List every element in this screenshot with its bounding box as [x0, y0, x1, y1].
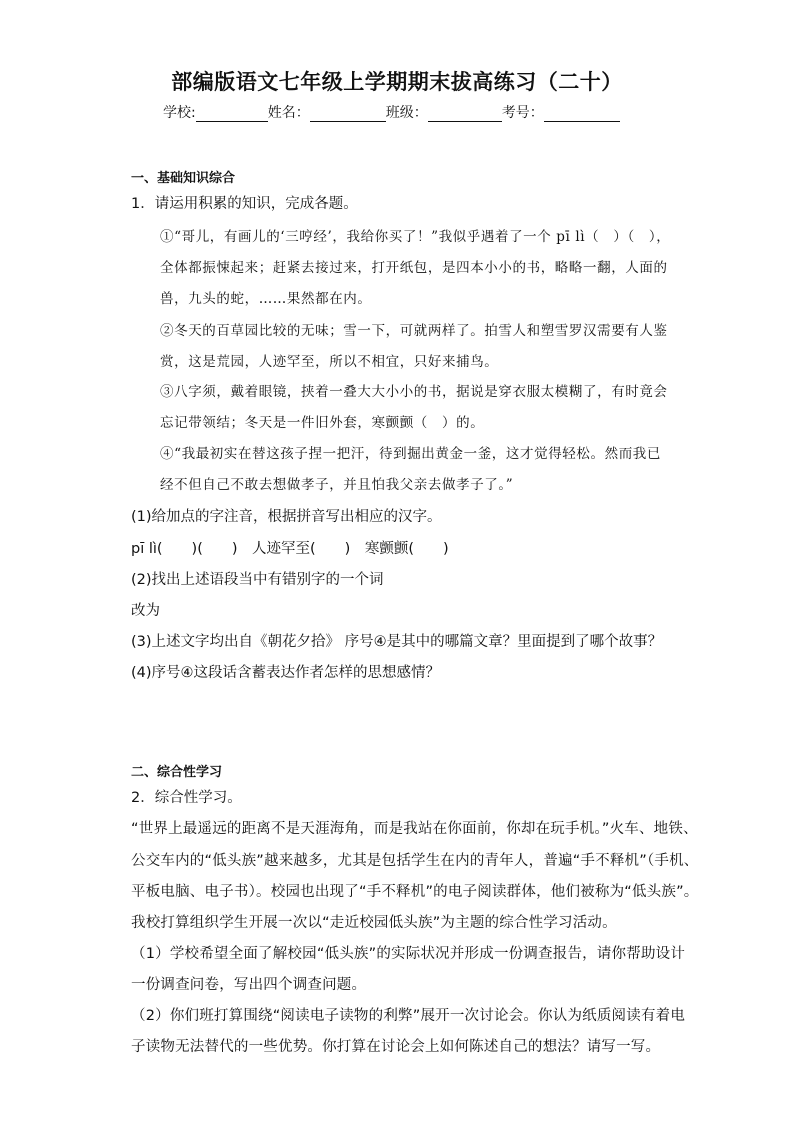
- passage-line: ①“哥儿，有画儿的‘三哼经’，我给你买了！”我似乎遇着了一个 pī lì（ ）（ ），: [160, 229, 671, 245]
- sub-question-3: (3)上述文字均出自《朝花夕拾》 序号④是其中的哪篇文章？里面提到了哪个故事？: [131, 634, 663, 650]
- passage-line: ④“我最初实在替这孩子捏一把汗，待到掘出黄金一釜，这才觉得轻松。然而我已: [160, 446, 662, 462]
- material-line: 平板电脑、电子书）。校园也出现了“手不释机”的电子阅读群体，他们被称为“低头族”。: [131, 884, 699, 900]
- class-label: 班级：: [385, 105, 428, 121]
- sub-question-2: (2)找出上述语段当中有错别字的一个词: [131, 572, 384, 588]
- name-blank[interactable]: [310, 105, 386, 122]
- sub-question-2-1-cont: 一份调查问卷，写出四个调查问题。: [131, 977, 367, 993]
- class-blank[interactable]: [428, 105, 502, 122]
- passage-line: 全体都振悚起来；赶紧去接过来，打开纸包，是四本小小的书，略略一翻，人面的: [160, 260, 668, 276]
- sub-question-2-2: （2）你们班打算围绕“阅读电子读物的利弊”展开一次讨论会。你认为纸质阅读有着电: [131, 1008, 686, 1024]
- sub-question-1: (1)给加点的字注音，根据拼音写出相应的汉字。: [131, 509, 442, 525]
- material-line: “世界上最遥远的距离不是天涯海角，而是我站在你面前，你却在玩手机。”火车、地铁、: [131, 821, 698, 837]
- name-label: 姓名：: [267, 105, 310, 121]
- sub-question-2-2-cont: 子读物无法替代的一些优势。你打算在讨论会上如何陈述自己的想法？请写一写。: [131, 1039, 661, 1055]
- school-blank[interactable]: [196, 105, 268, 122]
- passage-line: 兽，九头的蛇，……果然都在内。: [160, 291, 372, 307]
- section-heading-comprehensive-learning: 二、综合性学习: [131, 765, 223, 780]
- passage-line: ②冬天的百草园比较的无味；雪一下，可就两样了。拍雪人和塑雪罗汉需要有人鉴: [160, 323, 668, 339]
- exam-number-blank[interactable]: [544, 105, 620, 122]
- sub-question-4: (4)序号④这段话含蓄表达作者怎样的思想感情？: [131, 665, 441, 681]
- question-2-stem: 2．综合性学习。: [131, 790, 242, 806]
- material-line: 公交车内的“低头族”越来越多，尤其是包括学生在内的青年人，普遍“手不释机”（手机、: [131, 853, 699, 869]
- question-1-stem: 1．请运用积累的知识，完成各题。: [131, 196, 358, 212]
- exam-number-label: 考号：: [501, 105, 544, 121]
- section-heading-basic-knowledge: 一、基础知识综合: [131, 171, 236, 186]
- passage-line: 忘记带领结；冬天是一件旧外套，寒颤颤（ ）的。: [160, 415, 485, 431]
- material-line: 我校打算组织学生开展一次以“走近校园低头族”为主题的综合性学习活动。: [131, 915, 617, 931]
- sub-question-2-1: （1）学校希望全面了解校园“低头族”的实际状况并形成一份调查报告，请你帮助设计: [131, 946, 686, 962]
- page-title: 部编版语文七年级上学期期末拔高练习（二十）: [171, 69, 623, 94]
- passage-line: ③八字须，戴着眼镜，挟着一叠大大小小的书，据说是穿衣服太模糊了，有时竟会: [160, 384, 668, 400]
- student-info-line: [163, 102, 620, 122]
- passage-line: 经不但自己不敢去想做孝子，并且怕我父亲去做孝子了。”: [160, 477, 514, 493]
- sub-question-1-answer-blanks[interactable]: pī lì( )( ) 人迹罕至( ) 寒颤颤( ): [131, 541, 449, 557]
- passage-line: 赏，这是荒园，人迹罕至，所以不相宜，只好来捕鸟。: [160, 354, 499, 370]
- school-label: 学校:: [163, 105, 196, 121]
- sub-question-2-answer[interactable]: 改为: [131, 603, 160, 619]
